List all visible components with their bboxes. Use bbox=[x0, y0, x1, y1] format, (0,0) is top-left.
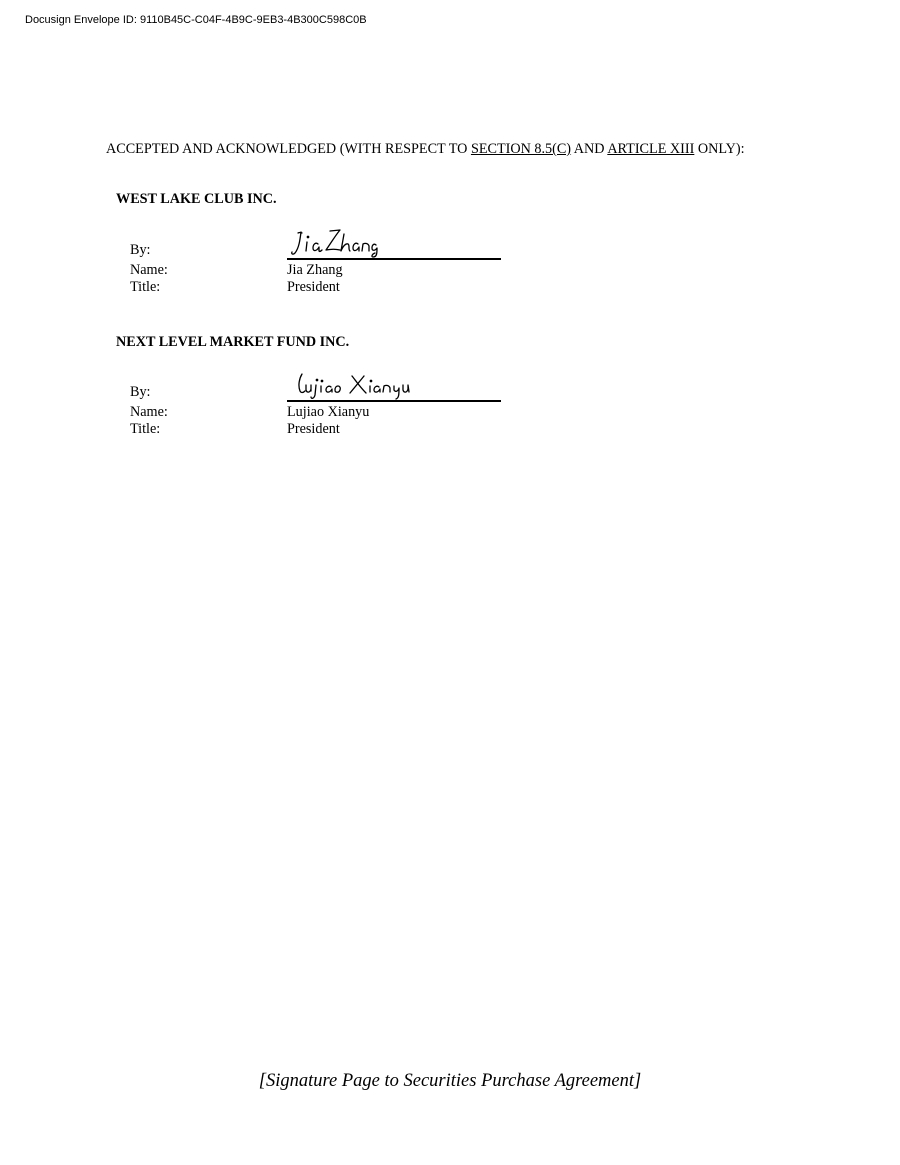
name-value: Jia Zhang bbox=[287, 262, 343, 278]
ack-prefix: ACCEPTED AND ACKNOWLEDGED (WITH RESPECT TO bbox=[106, 141, 471, 157]
handwritten-signature bbox=[288, 224, 438, 260]
by-label: By: bbox=[130, 384, 151, 400]
acknowledgement-line bbox=[106, 141, 745, 158]
article-reference: ARTICLE XIII bbox=[607, 141, 695, 157]
signature-page-footer: [Signature Page to Securities Purchase Agreement] bbox=[258, 1071, 642, 1091]
entity-name: NEXT LEVEL MARKET FUND INC. bbox=[116, 334, 350, 350]
name-label: Name: bbox=[130, 404, 168, 420]
entity-name: WEST LAKE CLUB INC. bbox=[116, 191, 277, 207]
signature-line bbox=[287, 258, 501, 260]
ack-suffix: ONLY): bbox=[694, 141, 745, 157]
title-value: President bbox=[287, 279, 340, 295]
section-reference: SECTION 8.5(C) bbox=[470, 141, 572, 157]
signature-line bbox=[287, 400, 501, 402]
title-label: Title: bbox=[130, 279, 161, 295]
name-value: Lujiao Xianyu bbox=[287, 404, 370, 420]
title-label: Title: bbox=[130, 421, 161, 437]
name-label: Name: bbox=[130, 262, 168, 278]
by-label: By: bbox=[130, 242, 151, 258]
handwritten-signature bbox=[288, 366, 438, 402]
title-value: President bbox=[287, 421, 340, 437]
envelope-id: Docusign Envelope ID: 9110B45C-C04F-4B9C-9EB3-4B300C598C0B bbox=[25, 14, 367, 26]
ack-middle: AND bbox=[571, 141, 608, 157]
